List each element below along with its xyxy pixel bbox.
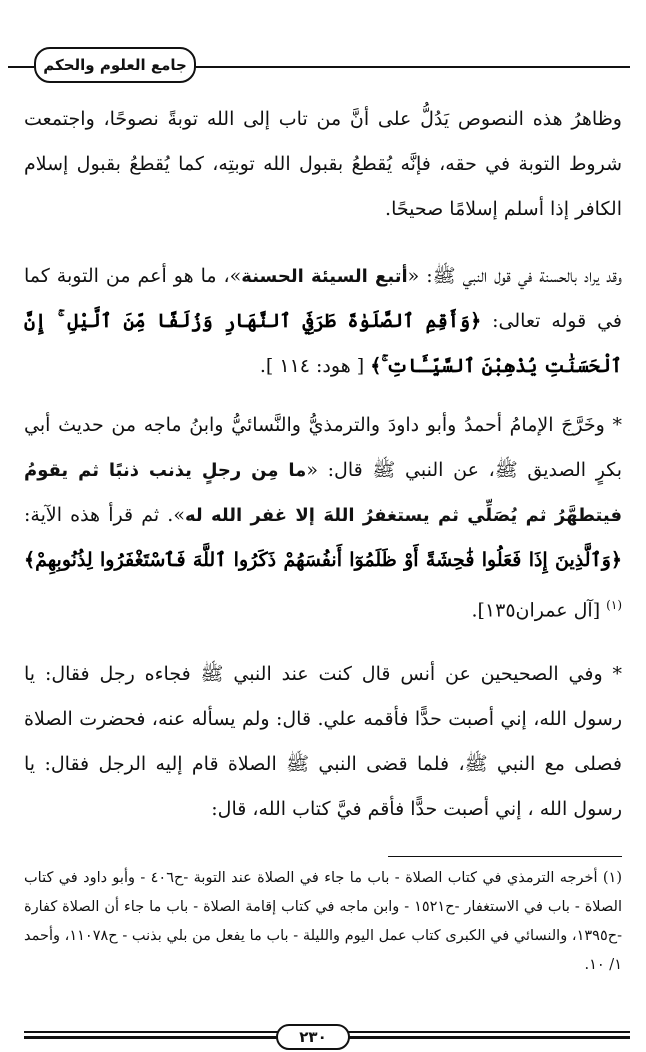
hadith-quote: ما مِن رجلٍ يذنب ذنبًا ثم يقومُ فيتطهَّرُ ثم يُصَلِّي ثم يستغفرُ اللهَ إلا غفر الله له	[24, 460, 622, 526]
paragraph-2	[24, 254, 622, 389]
header-rule	[8, 66, 34, 68]
footnote: (١) أخرجه الترمذي في كتاب الصلاة - باب ما جاء في الصلاة عند التوبة -ح٤٠٦ - وأبو داود في كتاب الصلاة - باب في الاستغفار -ح١٥٢١ - وابن ماجه في كتاب إقامة الصلاة - باب ما جاء أن الصلاة كفارة -ح١٣٩٥، والنسائي في الكبرى كتاب عمل اليوم والليلة - باب ما يفعل من بلي بذنب - ح١١٠٧٨، وأحمد ١/ ١٠.	[24, 870, 622, 973]
paragraph-text: وظاهرُ هذه النصوص يَدُلُّ على أنَّ من تاب إلى الله توبةً نصوحًا، واجتمعت شروط التوبة في حقه، فإنَّه يُقطعُ بقبول الله توبتِه، كما يُقطعُ بقبول إسلام الكافر إذا أسلم إسلامًا صحيحًا.	[24, 108, 622, 220]
verse-reference: [ هود: ١١٤ ].	[259, 355, 371, 377]
paragraph-4	[24, 652, 622, 832]
quran-verse: ﴿وَأَقِمِ ٱلصَّلَوٰةَ طَرَفَيِ ٱلنَّهَارِ وَزُلَفًا مِّنَ ٱلَّيْلِ ۚ إِنَّ ٱلْحَسَنَٰتِ يُذْهِبْنَ ٱلسَّيِّـَٔاتِ ۚ﴾	[24, 310, 622, 377]
quran-verse: ﴿وَٱلَّذِينَ إِذَا فَعَلُوا فَٰحِشَةً أَوْ ظَلَمُوٓا أَنفُسَهُمْ ذَكَرُوا ٱللَّهَ فَٱسْتَغْفَرُوا لِذُنُوبِهِمْ﴾	[24, 549, 622, 571]
paragraph-text: * وخَرَّجَ الإمامُ أحمدُ وأبو داودَ والترمذيُّ والنَّسائيُّ وابنُ ماجه من حديث أبي بكرٍ الصديق ﷺ، عن النبي ﷺ قال: «	[24, 414, 622, 481]
verse-reference: [آل عمران١٣٥].	[471, 599, 607, 622]
paragraph-text: ». ثم قرأ هذه الآية:	[24, 504, 185, 526]
paragraph-text: »، ما هو أعم من التوبة كما في قوله تعالى:	[24, 265, 623, 332]
running-header-title: جامع العلوم والحكم	[34, 47, 196, 83]
header-rule	[196, 66, 630, 68]
footnote-separator	[388, 856, 622, 857]
footnote-marker: (١)	[606, 598, 622, 612]
hadith-quote: أتبع السيئة الحسنة	[241, 266, 408, 287]
paragraph-text: وقد يراد بالحسنة في قول النبي ﷺ: «	[407, 265, 623, 287]
paragraph-text: * وفي الصحيحين عن أنس قال كنت عند النبي ﷺ فجاءه رجل فقال: يا رسول الله، إني أصبت حدًّا فأقمه علي. قال: ولم يسأله عنه، فحضرت الصلاة فصلى مع النبي ﷺ، فلما قضى النبي ﷺ الصلاة قام إليه الرجل فقال: يا رسول الله ، إني أصبت حدًّا فأقم فيَّ كتاب الله، قال:	[24, 663, 622, 820]
paragraph-1	[24, 97, 622, 232]
page-number: ٢٣٠	[276, 1024, 350, 1050]
paragraph-3	[24, 403, 622, 633]
